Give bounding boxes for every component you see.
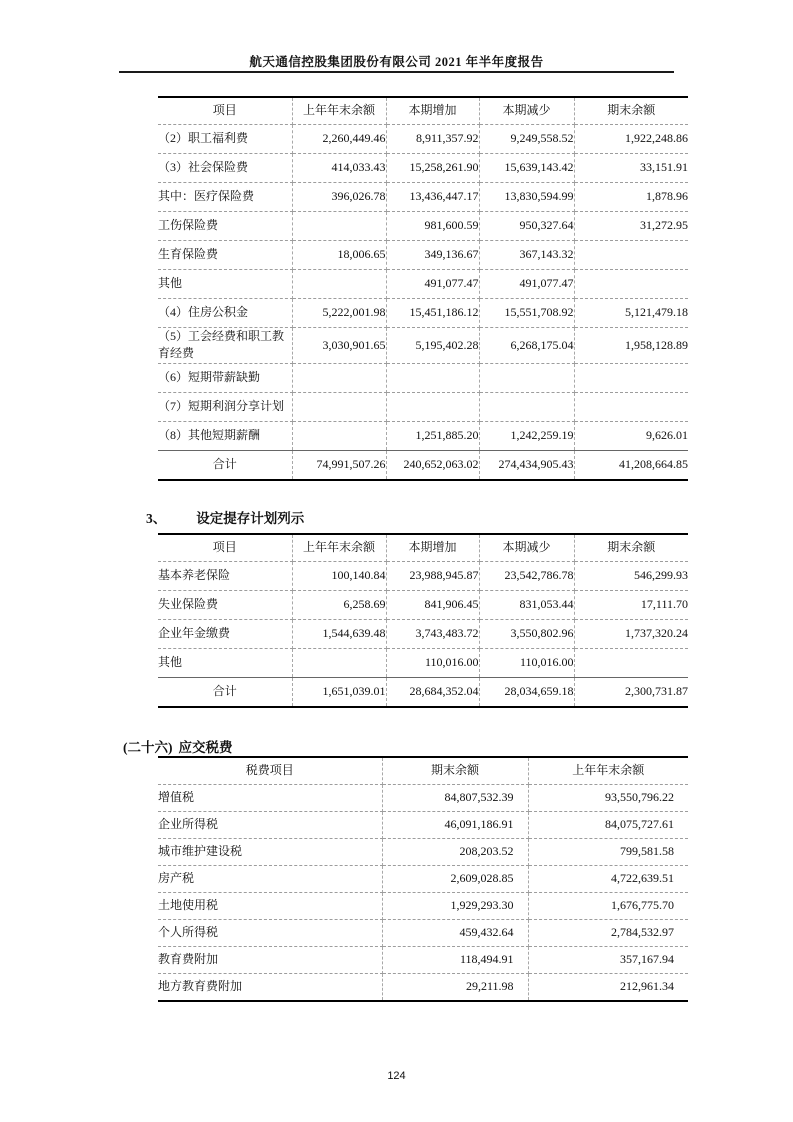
- table-row: [158, 241, 688, 270]
- row-label: 教育费附加: [158, 947, 382, 974]
- cell-value: 5,195,402.28: [386, 328, 479, 364]
- column-header: 税费项目: [158, 757, 382, 785]
- cell-value: 491,077.47: [479, 270, 574, 299]
- row-label: 企业所得税: [158, 812, 382, 839]
- row-label: 失业保险费: [158, 591, 292, 620]
- table-row: [158, 270, 688, 299]
- cell-value: 357,167.94: [528, 947, 688, 974]
- cell-value: 950,327.64: [479, 212, 574, 241]
- cell-value: 2,260,449.46: [292, 125, 386, 154]
- cell-value: 1,737,320.24: [574, 620, 688, 649]
- page-number: 124: [387, 1070, 406, 1082]
- cell-value: 799,581.58: [528, 839, 688, 866]
- total-row: [158, 450, 688, 480]
- row-label: 其他: [158, 649, 292, 678]
- cell-value: 9,626.01: [574, 421, 688, 450]
- cell-value: 23,988,945.87: [386, 562, 479, 591]
- table-row: [158, 125, 688, 154]
- cell-value: [574, 241, 688, 270]
- cell-value: [292, 363, 386, 392]
- table3-grid: [158, 756, 688, 1002]
- cell-value: 841,906.45: [386, 591, 479, 620]
- cell-value: 84,807,532.39: [382, 785, 528, 812]
- row-label: 其中：医疗保险费: [158, 183, 292, 212]
- column-header: 上年年末余额: [528, 757, 688, 785]
- cell-value: 23,542,786.78: [479, 562, 574, 591]
- cell-value: 831,053.44: [479, 591, 574, 620]
- row-label: （5）工会经费和职工教育经费: [158, 328, 292, 364]
- table-row: [158, 392, 688, 421]
- cell-value: 15,551,708.92: [479, 299, 574, 328]
- row-label: （3）社会保险费: [158, 154, 292, 183]
- column-header: 上年年末余额: [292, 534, 386, 562]
- column-header: 本期减少: [479, 534, 574, 562]
- cell-value: 1,878.96: [574, 183, 688, 212]
- cell-value: 93,550,796.22: [528, 785, 688, 812]
- row-label: 房产税: [158, 866, 382, 893]
- cell-value: 18,006.65: [292, 241, 386, 270]
- table-row: [158, 421, 688, 450]
- table-row: [158, 154, 688, 183]
- cell-value: 15,258,261.90: [386, 154, 479, 183]
- table2-grid: [158, 533, 688, 708]
- total-value: 274,434,905.43: [479, 450, 574, 480]
- cell-value: 15,451,186.12: [386, 299, 479, 328]
- cell-value: 1,676,775.70: [528, 893, 688, 920]
- cell-value: [292, 649, 386, 678]
- table-row: [158, 183, 688, 212]
- table-row: [158, 920, 688, 947]
- cell-value: 110,016.00: [386, 649, 479, 678]
- cell-value: 3,550,802.96: [479, 620, 574, 649]
- cell-value: 208,203.52: [382, 839, 528, 866]
- cell-value: 5,121,479.18: [574, 299, 688, 328]
- column-header: 期末余额: [574, 534, 688, 562]
- total-label: 合计: [158, 678, 292, 708]
- cell-value: [386, 392, 479, 421]
- total-value: 41,208,664.85: [574, 450, 688, 480]
- row-label: 地方教育费附加: [158, 974, 382, 1002]
- cell-value: 1,251,885.20: [386, 421, 479, 450]
- row-label: 城市维护建设税: [158, 839, 382, 866]
- column-header: 本期增加: [386, 534, 479, 562]
- table-row: [158, 212, 688, 241]
- column-header: 期末余额: [574, 97, 688, 125]
- defined-contribution-plan-table: [158, 533, 688, 708]
- row-label: 个人所得税: [158, 920, 382, 947]
- cell-value: 13,436,447.17: [386, 183, 479, 212]
- table-row: [158, 812, 688, 839]
- cell-value: 1,958,128.89: [574, 328, 688, 364]
- cell-value: 396,026.78: [292, 183, 386, 212]
- cell-value: 212,961.34: [528, 974, 688, 1002]
- section-3-number: 3、: [146, 511, 167, 526]
- cell-value: 6,268,175.04: [479, 328, 574, 364]
- row-label: （4）住房公积金: [158, 299, 292, 328]
- row-label: （8）其他短期薪酬: [158, 421, 292, 450]
- column-header: 项目: [158, 97, 292, 125]
- cell-value: [574, 363, 688, 392]
- table-row: [158, 866, 688, 893]
- cell-value: [292, 392, 386, 421]
- cell-value: 84,075,727.61: [528, 812, 688, 839]
- cell-value: 1,929,293.30: [382, 893, 528, 920]
- table-row: [158, 893, 688, 920]
- cell-value: 367,143.32: [479, 241, 574, 270]
- cell-value: 1,922,248.86: [574, 125, 688, 154]
- row-label: 其他: [158, 270, 292, 299]
- taxes-payable-table: [158, 756, 688, 1002]
- column-header: 期末余额: [382, 757, 528, 785]
- row-label: 工伤保险费: [158, 212, 292, 241]
- section-3-title: 设定提存计划列示: [196, 511, 305, 526]
- cell-value: 13,830,594.99: [479, 183, 574, 212]
- cell-value: 546,299.93: [574, 562, 688, 591]
- row-label: 基本养老保险: [158, 562, 292, 591]
- column-header: 上年年末余额: [292, 97, 386, 125]
- row-label: （6）短期带薪缺勤: [158, 363, 292, 392]
- cell-value: 4,722,639.51: [528, 866, 688, 893]
- row-label: 增值税: [158, 785, 382, 812]
- section-26-heading: [123, 736, 233, 756]
- row-label: （2）职工福利费: [158, 125, 292, 154]
- table-row: [158, 974, 688, 1002]
- cell-value: [574, 270, 688, 299]
- table-row: [158, 562, 688, 591]
- cell-value: [292, 212, 386, 241]
- total-value: 28,034,659.18: [479, 678, 574, 708]
- cell-value: 100,140.84: [292, 562, 386, 591]
- cell-value: 5,222,001.98: [292, 299, 386, 328]
- cell-value: 110,016.00: [479, 649, 574, 678]
- total-value: 28,684,352.04: [386, 678, 479, 708]
- table-row: [158, 947, 688, 974]
- table-row: [158, 649, 688, 678]
- total-value: 1,651,039.01: [292, 678, 386, 708]
- header-rule: [119, 71, 674, 73]
- cell-value: 2,784,532.97: [528, 920, 688, 947]
- cell-value: 8,911,357.92: [386, 125, 479, 154]
- row-label: 企业年金缴费: [158, 620, 292, 649]
- table-row: [158, 328, 688, 364]
- cell-value: 118,494.91: [382, 947, 528, 974]
- cell-value: 6,258.69: [292, 591, 386, 620]
- cell-value: 2,609,028.85: [382, 866, 528, 893]
- section-26-title: 应交税费: [178, 740, 233, 755]
- row-label: （7）短期利润分享计划: [158, 392, 292, 421]
- cell-value: [574, 649, 688, 678]
- table-row: [158, 363, 688, 392]
- cell-value: 9,249,558.52: [479, 125, 574, 154]
- table-row: [158, 620, 688, 649]
- column-header: 项目: [158, 534, 292, 562]
- employee-compensation-table: [158, 96, 688, 481]
- cell-value: [292, 270, 386, 299]
- cell-value: 33,151.91: [574, 154, 688, 183]
- cell-value: [479, 363, 574, 392]
- cell-value: 15,639,143.42: [479, 154, 574, 183]
- report-header-title: 航天通信控股集团股份有限公司 2021 年半年度报告: [249, 55, 544, 69]
- total-row: [158, 678, 688, 708]
- cell-value: [386, 363, 479, 392]
- cell-value: 981,600.59: [386, 212, 479, 241]
- cell-value: [479, 392, 574, 421]
- cell-value: 17,111.70: [574, 591, 688, 620]
- cell-value: [292, 421, 386, 450]
- cell-value: [574, 392, 688, 421]
- cell-value: 459,432.64: [382, 920, 528, 947]
- cell-value: 1,544,639.48: [292, 620, 386, 649]
- table-row: [158, 591, 688, 620]
- cell-value: 3,743,483.72: [386, 620, 479, 649]
- row-label: 生育保险费: [158, 241, 292, 270]
- row-label: 土地使用税: [158, 893, 382, 920]
- section-26-number: (二十六): [123, 740, 173, 755]
- total-value: 2,300,731.87: [574, 678, 688, 708]
- total-value: 74,991,507.26: [292, 450, 386, 480]
- cell-value: 29,211.98: [382, 974, 528, 1002]
- table-row: [158, 299, 688, 328]
- cell-value: 46,091,186.91: [382, 812, 528, 839]
- column-header: 本期增加: [386, 97, 479, 125]
- section-3-heading: [146, 507, 304, 527]
- cell-value: 491,077.47: [386, 270, 479, 299]
- cell-value: 1,242,259.19: [479, 421, 574, 450]
- cell-value: 31,272.95: [574, 212, 688, 241]
- cell-value: 349,136.67: [386, 241, 479, 270]
- column-header: 本期减少: [479, 97, 574, 125]
- total-value: 240,652,063.02: [386, 450, 479, 480]
- cell-value: 3,030,901.65: [292, 328, 386, 364]
- total-label: 合计: [158, 450, 292, 480]
- cell-value: 414,033.43: [292, 154, 386, 183]
- table-row: [158, 785, 688, 812]
- table1-grid: [158, 96, 688, 481]
- table-row: [158, 839, 688, 866]
